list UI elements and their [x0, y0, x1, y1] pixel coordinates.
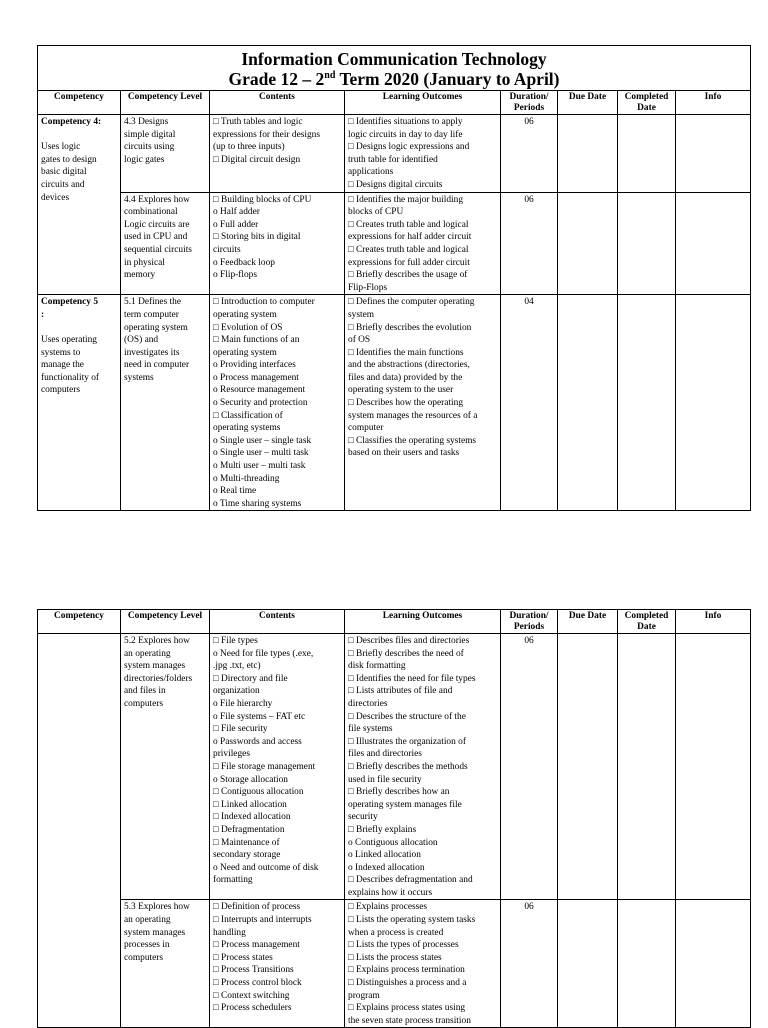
- competency-level-cell: [121, 900, 210, 1028]
- text-line: operating system manages file: [348, 799, 462, 810]
- text-line: □ Identifies the main functions: [348, 347, 464, 358]
- competency-level-cell: [121, 115, 210, 193]
- schedule-table-2: [37, 609, 751, 1028]
- text-line: □ Illustrates the organization of: [348, 736, 466, 747]
- text-line: o File systems – FAT etc: [213, 711, 306, 722]
- text-line: □ Designs logic expressions and: [348, 142, 470, 153]
- text-line: □ Describes how the operating: [348, 398, 464, 409]
- competency-level-cell: [121, 192, 210, 295]
- text-line: □ Defines the computer operating: [348, 297, 475, 308]
- learning-outcomes-cell: [345, 900, 501, 1028]
- text-line: the seven state process transition: [348, 1015, 471, 1026]
- due-date-cell: [558, 192, 618, 295]
- text-line: 5.1 Defines the: [124, 297, 182, 308]
- text-line: □ Creates truth table and logical: [348, 244, 469, 255]
- text-line: combinational: [124, 207, 178, 218]
- text-line: and files in: [124, 686, 166, 697]
- due-date-cell: [558, 900, 618, 1028]
- table-row: [38, 900, 751, 1028]
- contents-cell: [210, 192, 345, 295]
- header-learning-outcomes: Learning Outcomes: [345, 610, 501, 634]
- header-duration: Duration/ Periods: [501, 610, 558, 634]
- text-line: (up to three inputs): [213, 142, 285, 153]
- text-line: gates to design: [41, 154, 97, 165]
- text-line: when a process is created: [348, 927, 444, 938]
- text-line: based on their users and tasks: [348, 448, 460, 459]
- competency-description: [41, 322, 117, 398]
- text-line: □ Maintenance of: [213, 837, 280, 848]
- info-cell: [676, 192, 751, 295]
- text-line: system: [348, 309, 375, 320]
- competency-description: [41, 129, 117, 205]
- text-line: □ Interrupts and interrupts: [213, 915, 312, 926]
- text-line: need in computer: [124, 360, 190, 371]
- due-date-cell: [558, 634, 618, 900]
- text-line: :: [41, 309, 45, 320]
- text-line: □ Creates truth table and logical: [348, 219, 469, 230]
- header-completed-date: Completed Date: [618, 610, 676, 634]
- text-line: o Passwords and access: [213, 736, 302, 747]
- text-line: security: [348, 812, 378, 823]
- text-line: □ Process control block: [213, 978, 302, 989]
- text-line: circuits using: [124, 142, 175, 153]
- text-line: □ Contiguous allocation: [213, 787, 304, 798]
- text-line: □ Briefly describes the evolution: [348, 322, 472, 333]
- text-line: o Flip-flops: [213, 270, 258, 281]
- header-competency: Competency: [38, 91, 121, 115]
- text-line: system manages: [124, 927, 186, 938]
- text-line: computers: [124, 698, 164, 709]
- text-line: o Resource management: [213, 385, 306, 396]
- text-line: formatting: [213, 875, 253, 886]
- text-line: system manages the resources of a: [348, 410, 478, 421]
- text-line: o Multi-threading: [213, 473, 280, 484]
- competency-cell: [38, 295, 121, 511]
- text-line: □ Briefly describes the methods: [348, 761, 468, 772]
- contents-cell: [210, 634, 345, 900]
- text-line: processes in: [124, 940, 170, 951]
- text-line: computer: [348, 423, 384, 434]
- text-line: basic digital: [41, 167, 87, 178]
- text-line: □ Truth tables and logic: [213, 117, 303, 127]
- table-row: [38, 634, 751, 900]
- text-line: □ Identifies the need for file types: [348, 673, 476, 684]
- text-line: used in file security: [348, 774, 422, 785]
- header-info: Info: [676, 91, 751, 115]
- text-line: □ Identifies the major building: [348, 194, 464, 205]
- text-line: sequential circuits: [124, 244, 192, 255]
- competency-level-cell: [121, 634, 210, 900]
- text-line: □ Building blocks of CPU: [213, 194, 312, 205]
- text-line: directories/folders: [124, 673, 193, 684]
- text-line: an operating: [124, 648, 171, 659]
- text-line: □ Lists the process states: [348, 952, 442, 963]
- header-completed-date: Completed Date: [618, 91, 676, 115]
- text-line: o Indexed allocation: [348, 862, 425, 873]
- text-line: program: [348, 990, 380, 1001]
- text-line: o Linked allocation: [348, 850, 421, 861]
- header-competency-level: Competency Level: [121, 91, 210, 115]
- info-cell: [676, 900, 751, 1028]
- text-line: □ Digital circuit design: [213, 154, 301, 165]
- text-line: □ Process schedulers: [213, 1003, 292, 1014]
- text-line: o Contiguous allocation: [348, 837, 438, 848]
- due-date-cell: [558, 295, 618, 511]
- text-line: o Process management: [213, 372, 299, 383]
- text-line: .jpg .txt, etc): [213, 661, 261, 672]
- header-learning-outcomes: Learning Outcomes: [345, 91, 501, 115]
- duration-cell: 06: [501, 192, 558, 295]
- text-line: explains how it occurs: [348, 887, 433, 898]
- text-line: o Real time: [213, 486, 257, 497]
- header-info: Info: [676, 610, 751, 634]
- text-line: □ Briefly explains: [348, 824, 417, 835]
- text-line: □ Evolution of OS: [213, 322, 283, 333]
- text-line: o Security and protection: [213, 398, 308, 409]
- table-row: [38, 115, 751, 193]
- text-line: o Need and outcome of disk: [213, 862, 319, 873]
- text-line: □ Storing bits in digital: [213, 232, 301, 243]
- text-line: □ Explains process termination: [348, 965, 465, 976]
- title-line-1: Information Communication Technology: [241, 49, 547, 69]
- text-line: operating system: [124, 322, 188, 333]
- text-line: system manages: [124, 661, 186, 672]
- table-row: [38, 192, 751, 295]
- text-line: logic circuits in day to day life: [348, 129, 463, 140]
- text-line: o Single user – multi task: [213, 448, 309, 459]
- text-line: □ Designs digital circuits: [348, 179, 443, 190]
- competency-title: [41, 296, 117, 321]
- text-line: expressions for half adder circuit: [348, 232, 472, 243]
- text-line: □ Linked allocation: [213, 799, 287, 810]
- text-line: □ Defragmentation: [213, 824, 285, 835]
- info-cell: [676, 295, 751, 511]
- table-row: [38, 295, 751, 511]
- text-line: and the abstractions (directories,: [348, 360, 470, 371]
- competency-level-cell: [121, 295, 210, 511]
- text-line: term computer: [124, 309, 179, 320]
- text-line: □ Distinguishes a process and a: [348, 978, 467, 989]
- text-line: □ Process states: [213, 952, 273, 963]
- text-line: o Providing interfaces: [213, 360, 296, 371]
- text-line: operating system to the user: [348, 385, 454, 396]
- text-line: systems to: [41, 347, 81, 358]
- competency-cell: [38, 634, 121, 1028]
- text-line: □ Directory and file: [213, 673, 288, 684]
- text-line: 4.4 Explores how: [124, 194, 190, 205]
- header-contents: Contents: [210, 91, 345, 115]
- text-line: □ Briefly describes the need of: [348, 648, 464, 659]
- text-line: □ Briefly describes how an: [348, 787, 450, 798]
- text-line: truth table for identified: [348, 154, 438, 165]
- text-line: investigates its: [124, 347, 180, 358]
- text-line: directories: [348, 698, 388, 709]
- title-line-2: Grade 12 – 2nd Term 2020 (January to April): [228, 69, 560, 89]
- text-line: operating system: [213, 309, 277, 320]
- text-line: functionality of: [41, 372, 100, 383]
- text-line: expressions for their designs: [213, 129, 321, 140]
- due-date-cell: [558, 115, 618, 193]
- duration-cell: 04: [501, 295, 558, 511]
- text-line: Uses logic: [41, 142, 81, 153]
- text-line: files and directories: [348, 749, 422, 760]
- text-line: Flip-Flops: [348, 282, 388, 293]
- text-line: in physical: [124, 257, 165, 268]
- text-line: o Half adder: [213, 207, 260, 218]
- text-line: of OS: [348, 335, 371, 346]
- text-line: operating systems: [213, 423, 281, 434]
- text-line: o Full adder: [213, 219, 259, 230]
- competency-title: Competency 4:: [41, 117, 102, 127]
- text-line: □ Describes the structure of the: [348, 711, 466, 722]
- text-line: □ Definition of process: [213, 902, 301, 913]
- text-line: □ Context switching: [213, 990, 290, 1001]
- contents-cell: [210, 900, 345, 1028]
- text-line: □ Introduction to computer: [213, 297, 315, 308]
- text-line: an operating: [124, 915, 171, 926]
- info-cell: [676, 115, 751, 193]
- text-line: □ Classification of: [213, 410, 283, 421]
- text-line: computers: [41, 385, 81, 396]
- text-line: privileges: [213, 749, 250, 760]
- text-line: o Feedback loop: [213, 257, 275, 268]
- text-line: o Single user – single task: [213, 435, 312, 446]
- completed-date-cell: [618, 115, 676, 193]
- text-line: □ Identifies situations to apply: [348, 117, 463, 127]
- text-line: disk formatting: [348, 661, 406, 672]
- text-line: □ File types: [213, 636, 258, 646]
- text-line: □ Process management: [213, 940, 300, 951]
- duration-cell: 06: [501, 900, 558, 1028]
- header-competency-level: Competency Level: [121, 610, 210, 634]
- text-line: Competency 5: [41, 297, 99, 308]
- text-line: □ Describes defragmentation and: [348, 875, 473, 886]
- text-line: 5.2 Explores how: [124, 636, 190, 646]
- text-line: □ Lists the operating system tasks: [348, 915, 476, 926]
- text-line: file systems: [348, 724, 393, 735]
- text-line: □ Process Transitions: [213, 965, 294, 976]
- header-duration: Duration/ Periods: [501, 91, 558, 115]
- text-line: o Storage allocation: [213, 774, 288, 785]
- text-line: operating system: [213, 347, 277, 358]
- text-line: simple digital: [124, 129, 176, 140]
- header-contents: Contents: [210, 610, 345, 634]
- text-line: o File hierarchy: [213, 698, 273, 709]
- text-line: used in CPU and: [124, 232, 188, 243]
- text-line: □ Briefly describes the usage of: [348, 270, 468, 281]
- info-cell: [676, 634, 751, 900]
- completed-date-cell: [618, 295, 676, 511]
- text-line: expressions for full adder circuit: [348, 257, 470, 268]
- text-line: □ File storage management: [213, 761, 316, 772]
- completed-date-cell: [618, 192, 676, 295]
- header-due-date: Due Date: [558, 91, 618, 115]
- text-line: blocks of CPU: [348, 207, 404, 218]
- text-line: circuits: [213, 244, 241, 255]
- text-line: o Need for file types (.exe,: [213, 648, 314, 659]
- title-row: [38, 46, 751, 91]
- text-line: circuits and: [41, 179, 85, 190]
- text-line: handling: [213, 927, 246, 938]
- text-line: secondary storage: [213, 850, 281, 861]
- text-line: applications: [348, 167, 394, 178]
- contents-cell: [210, 115, 345, 193]
- text-line: [41, 129, 117, 142]
- header-row: [38, 91, 751, 115]
- text-line: files and data) provided by the: [348, 372, 463, 383]
- contents-cell: [210, 295, 345, 511]
- text-line: Uses operating: [41, 335, 97, 346]
- text-line: □ Indexed allocation: [213, 812, 291, 823]
- document-title: [38, 46, 751, 91]
- text-line: organization: [213, 686, 260, 697]
- completed-date-cell: [618, 900, 676, 1028]
- text-line: □ Explains process states using: [348, 1003, 466, 1014]
- text-line: □ Lists the types of processes: [348, 940, 459, 951]
- text-line: o Multi user – multi task: [213, 461, 306, 472]
- duration-cell: 06: [501, 634, 558, 900]
- learning-outcomes-cell: [345, 295, 501, 511]
- header-competency: Competency: [38, 610, 121, 634]
- duration-cell: 06: [501, 115, 558, 193]
- text-line: computers: [124, 952, 164, 963]
- text-line: □ Explains processes: [348, 902, 428, 913]
- text-line: o Time sharing systems: [213, 498, 302, 509]
- learning-outcomes-cell: [345, 115, 501, 193]
- text-line: □ Describes files and directories: [348, 636, 470, 646]
- schedule-table-1: [37, 45, 751, 511]
- completed-date-cell: [618, 634, 676, 900]
- text-line: memory: [124, 270, 156, 281]
- text-line: devices: [41, 192, 70, 203]
- text-line: Logic circuits are: [124, 219, 190, 230]
- header-row: [38, 610, 751, 634]
- text-line: manage the: [41, 360, 84, 371]
- learning-outcomes-cell: [345, 192, 501, 295]
- text-line: systems: [124, 372, 154, 383]
- text-line: □ File security: [213, 724, 268, 735]
- header-due-date: Due Date: [558, 610, 618, 634]
- competency-cell: [38, 115, 121, 295]
- text-line: 5.3 Explores how: [124, 902, 190, 913]
- text-line: (OS) and: [124, 335, 159, 346]
- text-line: [41, 322, 117, 335]
- learning-outcomes-cell: [345, 634, 501, 900]
- text-line: □ Lists attributes of file and: [348, 686, 453, 697]
- text-line: 4.3 Designs: [124, 117, 169, 127]
- text-line: □ Main functions of an: [213, 335, 300, 346]
- text-line: □ Classifies the operating systems: [348, 435, 477, 446]
- text-line: logic gates: [124, 154, 165, 165]
